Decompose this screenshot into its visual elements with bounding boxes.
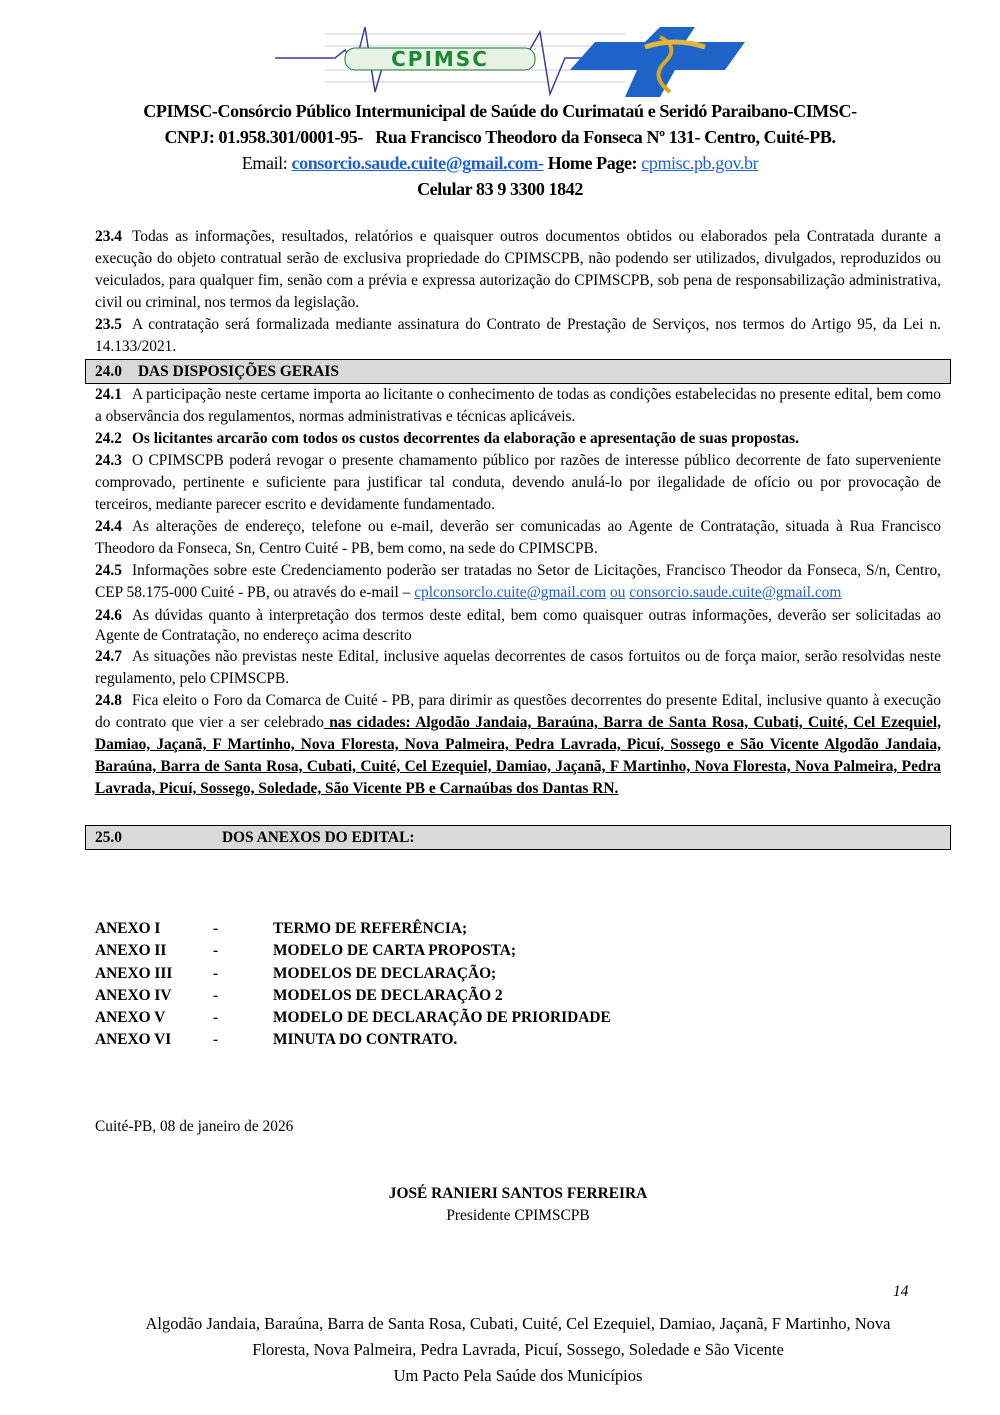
- org-name: CPIMSC-Consórcio Público Intermunicipal de Saúde do Curimataú e Seridó Paraibano-CIMSC-: [143, 101, 857, 121]
- signatory-name: JOSÉ RANIERI SANTOS FERREIRA: [388, 1185, 648, 1202]
- org-contact: Email: consorcio.saude.cuite@gmail.com- Home Page: cpmisc.pb.gov.br: [241, 153, 759, 173]
- annex-item: ANEXO V - MODELO DE DECLARAÇÃO DE PRIORIDADE: [95, 1009, 611, 1027]
- email-link-consorcio[interactable]: consorcio.saude.cuite@gmail.com: [629, 584, 842, 601]
- clause-24-6: 24.6 As dúvidas quanto à interpretação dos termos deste edital, bem como quaisquer outras informações, deverão ser solicitadas ao Agente de Contratação, no endereço acima descrito: [95, 607, 941, 644]
- annex-item: ANEXO III - MODELOS DE DECLARAÇÃO;: [95, 964, 497, 982]
- clause-24-1: 24.1 A participação neste certame importa ao licitante o conhecimento de todas as condições estabelecidas no presente edital, bem como a observância dos regulamentos, normas administrativas e técnicas aplicáveis.: [95, 386, 941, 425]
- document-body: [95, 226, 941, 850]
- page-number: 14: [893, 1283, 909, 1300]
- footer-line: Floresta, Nova Palmeira, Pedra Lavrada, Picuí, Sossego, Soledade e São Vicente: [252, 1340, 784, 1359]
- annex-item: ANEXO II - MODELO DE CARTA PROPOSTA;: [95, 942, 517, 960]
- cpimsc-logo: [265, 22, 770, 100]
- footer-line: Algodão Jandaia, Baraúna, Barra de Santa Rosa, Cubati, Cuité, Cel Ezequiel, Damiao, Jaçanã, F Martinho, Nova: [145, 1314, 891, 1333]
- clause-23-5: 23.5 A contratação será formalizada mediante assinatura do Contrato de Prestação de Serviços, nos termos do Artigo 95, da Lei n. 14.133/2021.: [95, 316, 941, 355]
- clause-24-2: 24.2 Os licitantes arcarão com todos os custos decorrentes da elaboração e apresentação de suas propostas.: [95, 430, 799, 447]
- footer-slogan: Um Pacto Pela Saúde dos Municípios: [393, 1366, 643, 1385]
- annex-item: ANEXO VI - MINUTA DO CONTRATO.: [95, 1031, 458, 1049]
- annex-item: ANEXO I - TERMO DE REFERÊNCIA;: [95, 920, 468, 937]
- document-date: Cuité-PB, 08 de janeiro de 2026: [95, 1118, 294, 1135]
- clause-24-7: 24.7 As situações não previstas neste Edital, inclusive aquelas decorrentes de casos fortuitos ou de força maior, serão resolvidas neste regulamento, pelo CPIMSCPB.: [95, 648, 941, 687]
- org-cnpj-address: CNPJ: 01.958.301/0001-95- Rua Francisco Theodoro da Fonseca Nº 131- Centro, Cuité-PB.: [164, 127, 836, 147]
- clause-23-4: 23.4 Todas as informações, resultados, relatórios e quaisquer outros documentos obtidos ou elaborados pela Contratada durante a execução do objeto contratual serão de exclusiva propriedade do CPIMSCPB, não podendo ser utilizados, divulgados, reproduzidos ou veiculados, para qualquer fim, senão com a prévia e expressa autorização do CPIMSCPB, sob pena de responsabilização administrativa, civil ou criminal, nos termos da legislação.: [95, 228, 941, 311]
- clause-24-3: 24.3 O CPIMSCPB poderá revogar o presente chamamento público por razões de interesse público decorrente de fato superveniente comprovado, pertinente e suficiente para justificar tal conduta, devendo anulá-lo por ilegalidade de ofício ou por provocação de terceiros, mediante parecer escrito e devidamente fundamentado.: [95, 452, 941, 513]
- svg-text:CPIMSC: CPIMSC: [391, 47, 489, 71]
- signatory-role: Presidente CPIMSCPB: [446, 1207, 590, 1224]
- section-heading-24: 24.0 DAS DISPOSIÇÕES GERAIS: [85, 359, 951, 384]
- footer: [0, 1311, 1000, 1389]
- section-heading-25: 25.0 DOS ANEXOS DO EDITAL:: [85, 825, 951, 850]
- annex-item: ANEXO IV - MODELOS DE DECLARAÇÃO 2: [95, 986, 503, 1004]
- org-phone: Celular 83 9 3300 1842: [417, 179, 583, 199]
- clause-24-4: 24.4 As alterações de endereço, telefone ou e-mail, deverão ser comunicadas ao Agente de Contratação, situada à Rua Francisco Theodoro da Fonseca, Sn, Centro Cuité - PB, bem como, na sede do CPIMSCPB.: [95, 518, 941, 557]
- clause-24-5: 24.5 Informações sobre este Credenciamento poderão ser tratadas no Setor de Licitações, Francisco Theodor da Fonseca, S/n, Centro, CEP 58.175-000 Cuité - PB, ou através do e-mail – cplconsorclo.cuite@gmail.com ou consorcio.saude.cuite@gmail.com: [95, 562, 941, 601]
- or-text: ou: [610, 584, 626, 601]
- email-link[interactable]: consorcio.saude.cuite@gmail.com-: [291, 153, 544, 173]
- clause-24-8: 24.8 Fica eleito o Foro da Comarca de Cuité - PB, para dirimir as questões decorrentes do presente Edital, inclusive quanto à execução do contrato que vier a ser celebrado nas cidades: Algodão Jandaia, Baraúna, Barra de Santa Rosa, Cubati, Cuité, Cel Ezequiel, Damiao, Jaçanã, F Martinho, Nova Floresta, Nova Palmeira, Pedra Lavrada, Picuí, Sossego e São Vicente Algodão Jandaia, Baraúna, Barra de Santa Rosa, Cubati, Cuité, Cel Ezequiel, Damiao, Jaçanã, F Martinho, Nova Floresta, Nova Palmeira, Pedra Lavrada, Picuí, Sossego, Soledade, São Vicente PB e Carnaúbas dos Dantas RN.: [95, 692, 941, 797]
- annex-list: [95, 918, 611, 1052]
- email-link-cpl[interactable]: cplconsorclo.cuite@gmail.com: [414, 584, 607, 601]
- homepage-link[interactable]: cpmisc.pb.gov.br: [641, 153, 759, 173]
